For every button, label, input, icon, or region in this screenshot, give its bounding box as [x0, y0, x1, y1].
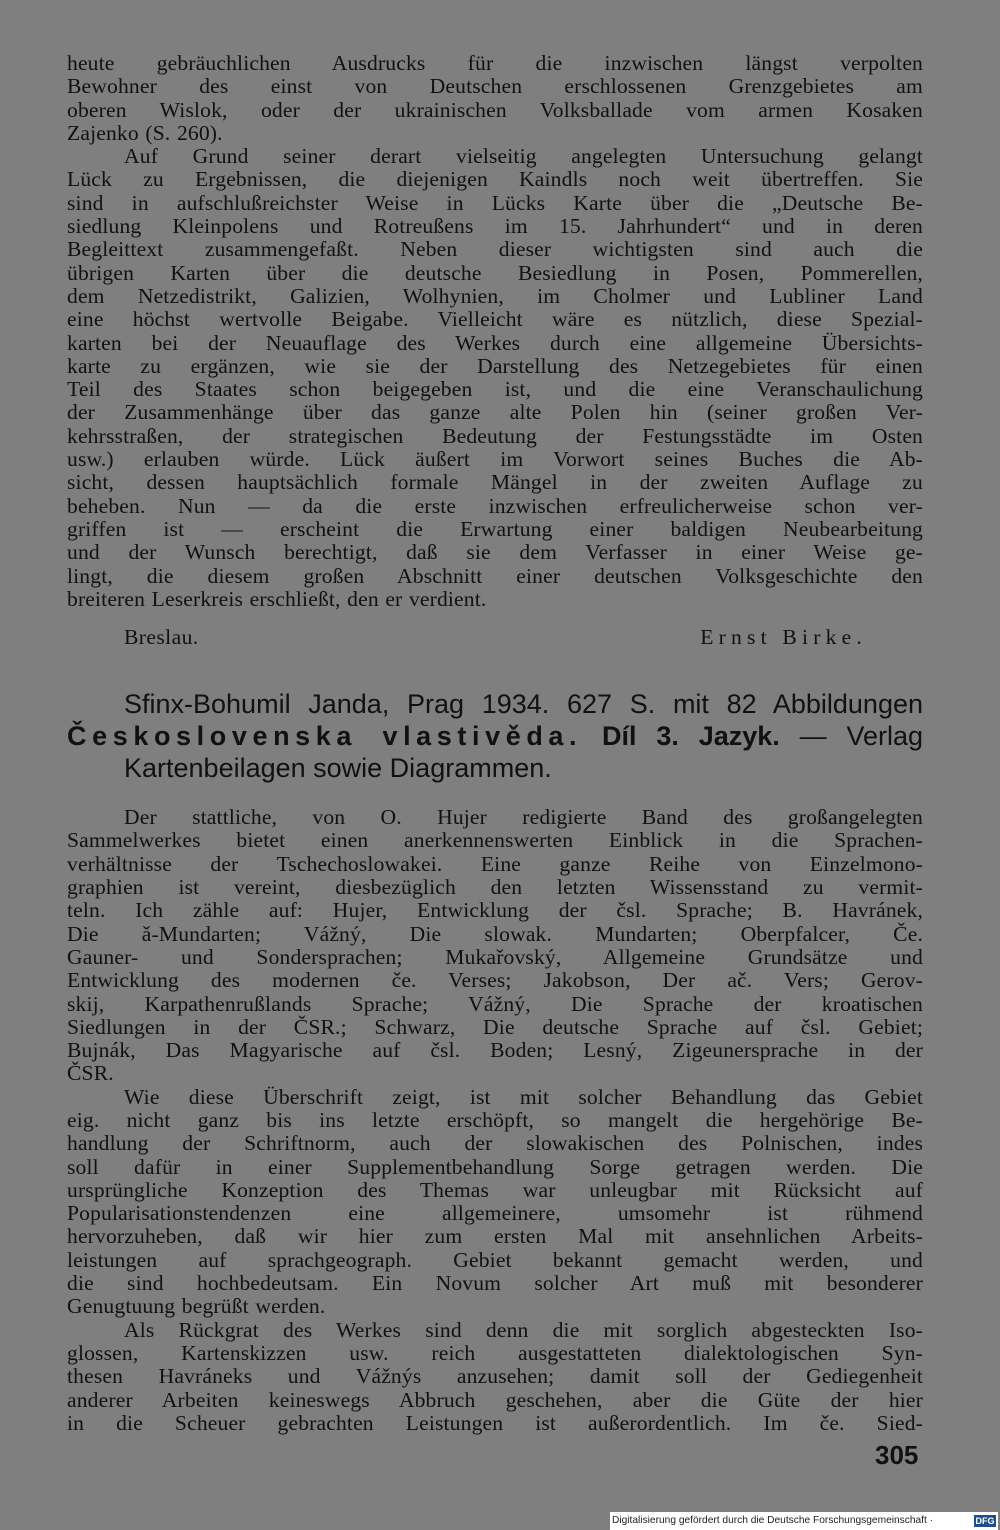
- text-line: Sammelwerkes bietet einen anerkennenswerten Einblick in die Sprachen-: [67, 828, 923, 853]
- text-line: Entwicklung des modernen če. Verses; Jakobson, Der ač. Vers; Gerov-: [67, 968, 923, 993]
- text-line: oberen Wislok, oder der ukrainischen Volksballade vom armen Kosaken: [67, 97, 923, 122]
- text-line: karten bei der Neuauflage des Werkes durch eine allgemeine Übersichts-: [67, 330, 923, 355]
- heading-line-2: [67, 720, 923, 752]
- review2-paragraph-3: [67, 1319, 923, 1435]
- review1-paragraph-2: [67, 145, 923, 611]
- text-line: Popularisationstendenzen eine allgemeinere, umsomehr ist rühmend: [67, 1201, 923, 1226]
- text-line: verhältnisse der Tschechoslowakei. Eine ganze Reihe von Einzelmono-: [67, 851, 923, 876]
- signature-place: Breslau.: [124, 625, 199, 650]
- text-line: Teil des Staates schon beigegeben ist, und die eine Veranschaulichung: [67, 377, 923, 402]
- heading-volume: Díl 3. Jazyk.: [602, 721, 780, 752]
- text-line: Bujnák, Das Magyarische auf čsl. Boden; Lesný, Zigeunersprache in der: [67, 1038, 923, 1063]
- dfg-logo: DFG: [975, 1516, 995, 1526]
- text-line: Genugtuung begrüßt werden.: [67, 1294, 326, 1319]
- text-line: sind in aufschlußreichster Weise in Lücks Karte über die „Deutsche Be-: [67, 190, 923, 215]
- heading-series-title: Československa vlastivěda.: [67, 721, 583, 752]
- page-body: [67, 52, 923, 1435]
- text-line: Begleittext zusammengefaßt. Neben dieser wichtigsten sind auch die: [67, 237, 923, 262]
- text-line: Auf Grund seiner derart vielseitig angelegten Untersuchung gelangt: [124, 144, 923, 169]
- text-line: usw.) erlauben würde. Lück äußert im Vorwort seines Buches die Ab-: [67, 447, 923, 472]
- text-line: Wie diese Überschrift zeigt, ist mit solcher Behandlung das Gebiet: [124, 1084, 923, 1109]
- text-line: in die Scheuer gebrachten Leistungen ist außerordentlich. Im če. Sied-: [67, 1410, 923, 1435]
- text-line: eine höchst wertvolle Beigabe. Vielleicht wäre es nützlich, diese Spezial-: [67, 307, 923, 332]
- text-line: griffen ist — erscheint die Erwartung einer baldigen Neubearbeitung: [67, 516, 923, 541]
- text-line: sicht, dessen hauptsächlich formale Mängel in der zweiten Auflage zu: [67, 470, 923, 495]
- text-line: hervorzuheben, daß wir hier zum ersten Mal mit ansehnlichen Arbeits-: [67, 1224, 923, 1249]
- footer-text: Digitalisierung gefördert durch die Deutsche Forschungsgemeinschaft ·: [612, 1515, 934, 1526]
- text-line: beheben. Nun — da die erste inzwischen erfreulicherweise schon ver-: [67, 493, 923, 518]
- text-line: karte zu ergänzen, wie sie der Darstellung des Netzegebietes für einen: [67, 353, 923, 378]
- text-line: graphien ist vereint, diesbezüglich den letzten Wissensstand zu vermit-: [67, 875, 923, 900]
- text-line: kehrsstraßen, der strategischen Bedeutung der Festungsstädte im Osten: [67, 423, 923, 448]
- text-line: Zajenko (S. 260).: [67, 120, 223, 145]
- text-line: skij, Karpathenrußlands Sprache; Vážný, Die Sprache der kroatischen: [67, 991, 923, 1016]
- text-line: Gauner- und Sondersprachen; Mukařovský, Allgemeine Grundsätze und: [67, 944, 923, 969]
- text-line: soll dafür in einer Supplementbehandlung Sorge getragen werden. Die: [67, 1154, 923, 1179]
- heading-line-3: Kartenbeilagen sowie Diagrammen.: [124, 753, 552, 784]
- text-line: Die ǎ-Mundarten; Vážný, Die slowak. Mundarten; Oberpfalcer, Če.: [67, 921, 923, 946]
- text-line: Der stattliche, von O. Hujer redigierte Band des großangelegten: [124, 805, 923, 830]
- text-line: anderer Arbeiten keineswegs Abbruch geschehen, aber die Güte der hier: [67, 1387, 923, 1412]
- text-line: eig. nicht ganz bis ins letzte erschöpft, so mangelt die hergehörige Be-: [67, 1107, 923, 1132]
- text-line: übrigen Karten über die deutsche Besiedlung in Posen, Pommerellen,: [67, 260, 923, 285]
- text-line: thesen Havráneks und Vážnýs anzusehen; damit soll der Gediegenheit: [67, 1364, 923, 1389]
- text-line: breiteren Leserkreis erschließt, den er verdient.: [67, 586, 487, 611]
- text-line: Bewohner des einst von Deutschen erschlossenen Grenzgebietes am: [67, 74, 923, 99]
- text-line: Siedlungen in der ČSR.; Schwarz, Die deutsche Sprache auf čsl. Gebiet;: [67, 1014, 923, 1039]
- text-line: glossen, Kartenskizzen usw. reich ausgestatteten dialektologischen Syn-: [67, 1340, 923, 1365]
- text-line: die sind hochbedeutsam. Ein Novum solcher Art muß mit besonderer: [67, 1271, 923, 1296]
- text-line: und der Wunsch berechtigt, daß sie dem Verfasser in einer Weise ge-: [67, 540, 923, 565]
- text-line: der Zusammenhänge über das ganze alte Polen hin (seiner großen Ver-: [67, 400, 923, 425]
- heading-publisher-label: — Verlag: [799, 721, 924, 752]
- text-line: leistungen auf sprachgeograph. Gebiet bekannt gemacht werden, und: [67, 1247, 923, 1272]
- text-line: handlung der Schriftnorm, auch der slowakischen des Polnischen, indes: [67, 1131, 923, 1156]
- review2-paragraph-2: [67, 1086, 923, 1319]
- review2-heading: [67, 688, 923, 784]
- text-line: Als Rückgrat des Werkes sind denn die mit sorglich abgesteckten Iso-: [124, 1317, 923, 1342]
- digitization-footer: [610, 1512, 998, 1530]
- text-line: ursprüngliche Konzeption des Themas war unleugbar mit Rücksicht auf: [67, 1177, 923, 1202]
- text-line: siedlung Kleinpolens und Rotreußens im 15. Jahrhundert“ und in deren: [67, 214, 923, 239]
- text-line: dem Netzedistrikt, Galizien, Wolhynien, im Cholmer und Lubliner Land: [67, 283, 923, 308]
- review2-paragraph-1: [67, 806, 923, 1086]
- text-line: Lück zu Ergebnissen, die diejenigen Kaindls noch weit übertreffen. Sie: [67, 167, 923, 192]
- text-line: lingt, die diesem großen Abschnitt einer deutschen Volksgeschichte den: [67, 563, 923, 588]
- text-line: teln. Ich zähle auf: Hujer, Entwicklung der čsl. Sprache; B. Havránek,: [67, 898, 923, 923]
- signature-author: Ernst Birke.: [700, 625, 867, 650]
- review1-paragraph-1: [67, 52, 923, 145]
- page-number: 305: [875, 1440, 919, 1470]
- heading-line-1: Sfinx-Bohumil Janda, Prag 1934. 627 S. mit 82 Abbildungen: [124, 689, 923, 720]
- signature-row: [67, 625, 923, 651]
- text-line: heute gebräuchlichen Ausdrucks für die inzwischen längst verpolten: [67, 51, 923, 75]
- text-line: ČSR.: [67, 1061, 114, 1086]
